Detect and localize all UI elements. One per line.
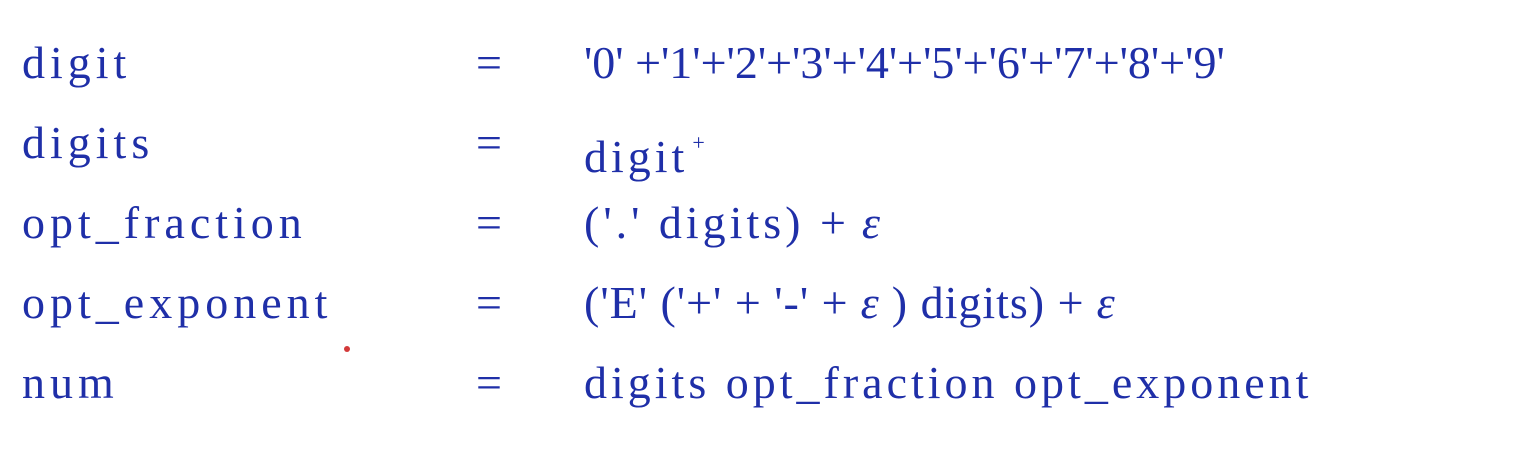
rule-opt-exponent — [0, 268, 1536, 338]
rule-rhs — [584, 108, 709, 192]
epsilon-symbol: ε — [860, 277, 880, 328]
rule-digits — [0, 108, 1536, 182]
plus-superscript: + — [692, 130, 709, 155]
epsilon-symbol: ε — [1096, 277, 1116, 328]
rule-lhs: opt_fraction — [22, 197, 307, 248]
rule-lhs: digits — [22, 117, 155, 168]
rhs-text: ('E' ('+' + '-' + — [584, 277, 849, 328]
rule-opt-fraction — [0, 188, 1536, 258]
rule-rhs — [584, 188, 884, 258]
rule-rhs: '0' +'1'+'2'+'3'+'4'+'5'+'6'+'7'+'8'+'9' — [584, 37, 1225, 88]
equals-sign: = — [476, 117, 502, 168]
equals-sign: = — [476, 277, 502, 328]
pointer-dot — [344, 346, 350, 352]
rule-rhs: digits opt_fraction opt_exponent — [584, 357, 1313, 408]
rhs-text: ) digits) + — [891, 277, 1085, 328]
rule-rhs — [584, 268, 1116, 338]
epsilon-symbol: ε — [861, 197, 885, 248]
rule-lhs: digit — [22, 37, 132, 88]
rule-num — [0, 348, 1536, 418]
rhs-text: ('.' digits) + — [584, 197, 850, 248]
equals-sign: = — [476, 37, 502, 88]
rhs-text: digit — [584, 131, 689, 182]
equals-sign: = — [476, 357, 502, 408]
equals-sign: = — [476, 197, 502, 248]
rule-digit — [0, 28, 1536, 98]
rule-lhs: num — [22, 357, 119, 408]
rule-lhs: opt_exponent — [22, 277, 333, 328]
